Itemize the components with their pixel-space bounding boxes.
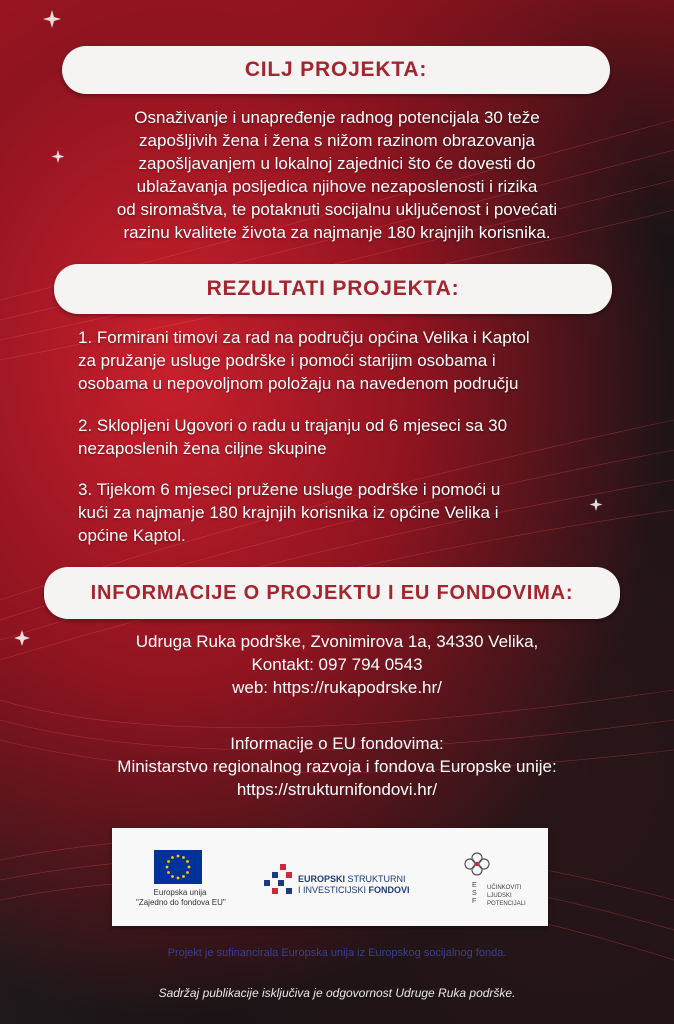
contact-address: Udruga Ruka podrške, Zvonimirova 1a, 34330 Velika, (135, 632, 539, 651)
contact-info (40, 630, 634, 699)
rezultati-item-1: 1. Formirani timovi za rad na području općina Velika i Kaptol za pružanje usluge podrške i pomoći starijim osobama i osobama u nepovoljnom položaju na navedenom području (78, 328, 530, 393)
eu-info-title: Informacije o EU fondovima: (230, 734, 444, 753)
cilj-line: od siromaštva, te potaknuti socijalnu uključenost i povećati (116, 200, 558, 219)
eu-info (30, 732, 644, 801)
esf-mosaic-icon (262, 862, 298, 902)
contact-phone: Kontakt: 097 794 0543 (251, 655, 423, 674)
contact-web-link[interactable]: web: https://rukapodrske.hr/ (232, 678, 442, 697)
logo-strip (112, 828, 548, 926)
ljudski-potencijali-text: UČINKOVITI LJUDSKI POTENCIJALI (487, 885, 526, 907)
ljudski-potencijali-flower-icon (460, 850, 494, 880)
eu-flag-icon (154, 850, 202, 884)
cilj-line: razinu kvalitete života za najmanje 180 krajnjih korisnika. (123, 223, 551, 242)
cilj-line: zapošljavanjem u lokalnoj zajednici što će dovesti do (138, 154, 536, 173)
rezultati-item-2: 2. Sklopljeni Ugovori o radu u trajanju od 6 mjeseci sa 30 nezaposlenih žena ciljne skupine (78, 416, 508, 458)
cilj-line: ublažavanja posljedica njihove nezaposlenosti i rizika (136, 177, 538, 196)
esf-logo-text: EUROPSKI STRUKTURNI I INVESTICIJSKI FONDOVI (298, 874, 410, 895)
disclaimer: Sadržaj publikacije isključiva je odgovornost Udruge Ruka podrške. (158, 986, 516, 1000)
esf-vertical-label: ESF (472, 882, 477, 905)
rezultati-heading-pill (54, 264, 612, 314)
cilj-heading-pill (62, 46, 610, 94)
eu-info-link[interactable]: https://strukturnifondovi.hr/ (236, 780, 438, 799)
rezultati-item-3: 3. Tijekom 6 mjeseci pružene usluge podrške i pomoći u kući za najmanje 180 krajnjih korisnika iz općine Velika i općine Kaptol. (78, 480, 501, 545)
eu-info-ministry: Ministarstvo regionalnog razvoja i fondova Europske unije: (117, 757, 557, 776)
cilj-line: Osnaživanje i unapređenje radnog potencijala 30 teže (134, 108, 540, 127)
rezultati-heading: REZULTATI PROJEKTA: (206, 277, 460, 300)
cofunding-note: Projekt je sufinancirala Europska unija iz Europskog socijalnog fonda. (167, 947, 507, 959)
cilj-line: zapošljivih žena i žena s nižom razinom obrazovanja (139, 131, 535, 150)
cilj-text (40, 106, 634, 244)
eu-caption: Europska unija "Zajedno do fondova EU" (136, 888, 226, 907)
informacije-heading: INFORMACIJE O PROJEKTU I EU FONDOVIMA: (90, 581, 574, 604)
informacije-heading-pill (44, 567, 620, 619)
cilj-heading: CILJ PROJEKTA: (244, 58, 428, 81)
